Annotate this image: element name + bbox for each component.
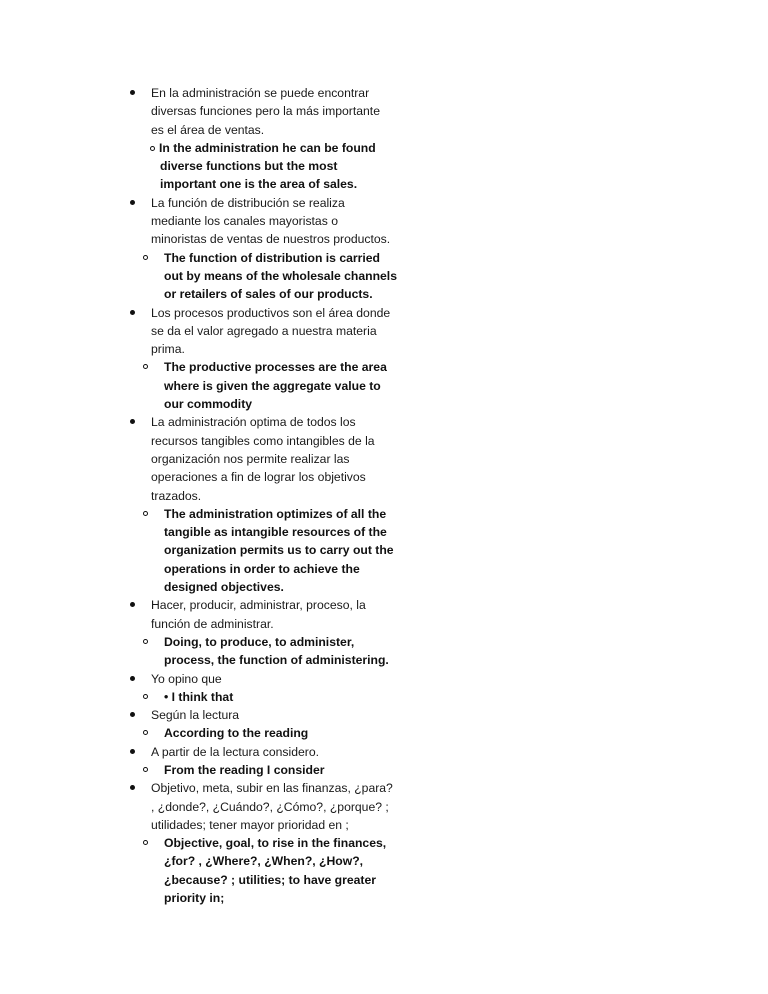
list-item: [0, 706, 768, 743]
list-item: [0, 194, 768, 304]
english-translation: [0, 505, 399, 596]
spanish-text: La administración optima de todos los recursos tangibles como intangibles de la organización nos permite realizar las operaciones a fin de lograr los objetivos trazados.: [151, 415, 375, 503]
list-item: [0, 743, 768, 780]
bullet-icon: [130, 310, 135, 315]
english-translation: [0, 633, 399, 670]
english-translation: [0, 688, 399, 706]
bullet-icon: [130, 90, 135, 95]
sub-bullet-icon: [143, 840, 148, 845]
sub-bullet-icon: [143, 511, 148, 516]
bullet-icon: [130, 676, 135, 681]
english-text: The function of distribution is carried out by means of the wholesale channels or retailers of sales of our products.: [164, 250, 397, 302]
list-item: [0, 779, 768, 907]
english-text: According to the reading: [164, 726, 309, 741]
spanish-text: A partir de la lectura considero.: [151, 744, 320, 759]
english-translation: [0, 834, 399, 907]
spanish-text: Hacer, producir, administrar, proceso, la función de administrar.: [151, 598, 366, 631]
list-item: [0, 304, 768, 414]
list-item: [0, 596, 768, 669]
english-translation: [0, 358, 399, 413]
english-translation: [0, 724, 399, 742]
spanish-text: Objetivo, meta, subir en las finanzas, ¿para? , ¿donde?, ¿Cuándo?, ¿Cómo?, ¿porque? ; utilidades; tener mayor prioridad en ;: [151, 781, 393, 832]
english-translation: [0, 761, 399, 779]
english-text: The productive processes are the area where is given the aggregate value to our commodity: [164, 360, 387, 412]
bullet-icon: [130, 200, 135, 205]
english-text: • I think that: [164, 689, 234, 704]
sub-bullet-icon: [143, 255, 148, 260]
bullet-icon: [130, 749, 135, 754]
spanish-text: Los procesos productivos son el área donde se da el valor agregado a nuestra materia prima.: [151, 305, 391, 357]
sub-bullet-icon: [143, 730, 148, 735]
sub-bullet-icon: [143, 364, 148, 369]
sub-bullet-icon: [143, 639, 148, 644]
english-translation: [0, 139, 395, 194]
spanish-text: La función de distribución se realiza mediante los canales mayoristas o minoristas de ventas de nuestros productos.: [151, 195, 391, 247]
english-text: In the administration he can be found diverse functions but the most important one is the area of sales.: [159, 140, 376, 192]
sub-bullet-icon: [143, 694, 148, 699]
bilingual-bullet-list: [0, 84, 768, 907]
sub-bullet-icon: [150, 146, 155, 151]
english-text: Doing, to produce, to administer, process, the function of administering.: [164, 634, 389, 668]
english-text: From the reading I consider: [164, 762, 325, 777]
spanish-text: Según la lectura: [151, 708, 240, 723]
english-translation: [0, 249, 399, 304]
english-text: Objective, goal, to rise in the finances, ¿for? , ¿Where?, ¿When?, ¿How?, ¿because? ; utilities; to have greater priority in;: [164, 836, 387, 906]
list-item: [0, 84, 768, 194]
english-text: The administration optimizes of all the tangible as intangible resources of the organization permits us to carry out the operations in order to achieve the designed objectives.: [164, 506, 394, 595]
list-item: [0, 413, 768, 596]
list-item: [0, 670, 768, 707]
sub-bullet-icon: [143, 767, 148, 772]
spanish-text: Yo opino que: [151, 671, 222, 686]
spanish-text: En la administración se puede encontrar diversas funciones pero la más importante es el área de ventas.: [151, 86, 380, 137]
